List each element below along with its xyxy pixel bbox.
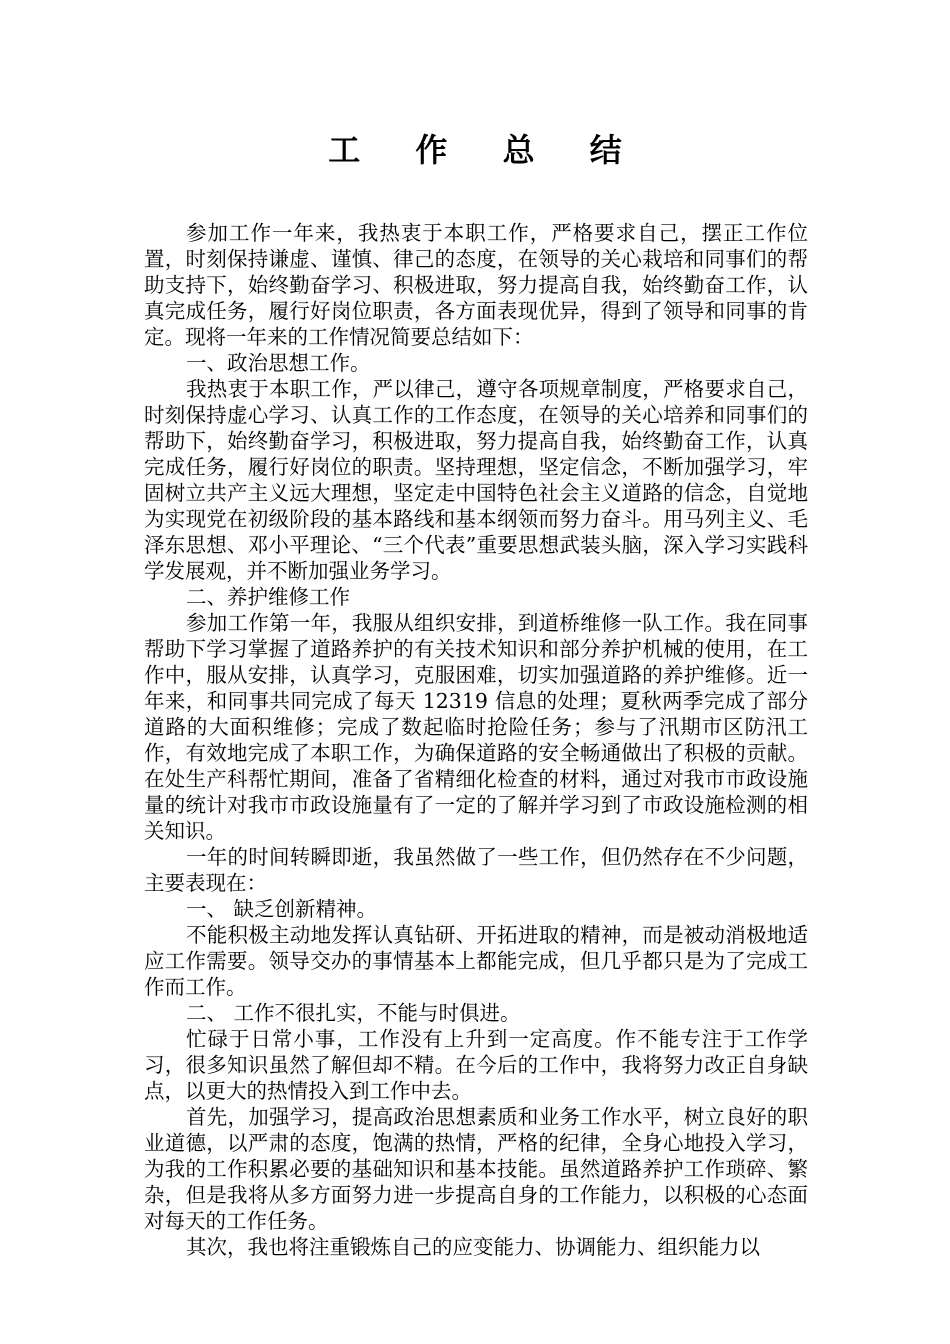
paragraph-not-solid: 忙碌于日常小事，工作没有上升到一定高度。作不能专注于工作学习，很多知识虽然了解但却不精。在今后的工作中，我将努力改正自身缺点，以更大的热情投入到工作中去。 [144,1027,808,1103]
heading-maintenance-work: 二、养护维修工作 [186,585,350,609]
heading-political-work: 一、政治思想工作。 [186,351,371,375]
paragraph-maintenance-work: 参加工作第一年，我服从组织安排，到道桥维修一队工作。我在同事帮助下学习掌握了道路养护的有关技术知识和部分养护机械的使用，在工作中，服从安排，认真学习，克服困难，切实加强道路的养护维修。近一年来，和同事共同完成了每天 12319 信息的处理；夏秋两季完成了部分道路的大面积维修；完成了数起临时抢险任务；参与了汛期市区防汛工作，有效地完成了本职工作，为确保道路的安全畅通做出了积极的贡献。在处生产科帮忙期间，准备了省精细化检查的材料，通过对我市市政设施量的统计对我市市政设施量有了一定的了解并学习到了市政设施检测的相关知识。 [144,611,808,843]
paragraph-political-work: 我热衷于本职工作，严以律己，遵守各项规章制度，严格要求自己，时刻保持虚心学习、认真工作的工作态度，在领导的关心培养和同事们的帮助下，始终勤奋学习，积极进取，努力提高自我，始终勤奋工作，认真完成任务，履行好岗位的职责。坚持理想，坚定信念，不断加强学习，牢固树立共产主义远大理想，坚定走中国特色社会主义道路的信念，自觉地为实现党在初级阶段的基本路线和基本纲领而努力奋斗。用马列主义、毛泽东思想、邓小平理论、“三个代表”重要思想武装头脑，深入学习实践科学发展观，并不断加强业务学习。 [144,377,808,583]
paragraph-second-plan: 其次，我也将注重锻炼自己的应变能力、协调能力、组织能力以 [186,1235,760,1259]
paragraph-problems-intro: 一年的时间转瞬即逝，我虽然做了一些工作，但仍然存在不少问题，主要表现在： [144,845,808,895]
document-title: 工 作 总 结 [328,131,644,169]
paragraph-intro: 参加工作一年来，我热衷于本职工作，严格要求自己，摆正工作位置，时刻保持谦虚、谨慎、律己的态度，在领导的关心栽培和同事们的帮助支持下，始终勤奋学习、积极进取，努力提高自我，始终勤奋工作，认真完成任务，履行好岗位职责，各方面表现优异，得到了领导和同事的肯定。现将一年来的工作情况简要总结如下： [144,221,808,349]
paragraph-first-plan: 首先，加强学习，提高政治思想素质和业务工作水平，树立良好的职业道德，以严肃的态度，饱满的热情，严格的纪律，全身心地投入学习，为我的工作积累必要的基础知识和基本技能。虽然道路养护工作琐碎、繁杂，但是我将从多方面努力进一步提高自身的工作能力，以积极的心态面对每天的工作任务。 [144,1105,808,1233]
heading-lack-innovation: 一、 缺乏创新精神。 [186,897,378,921]
document-body [144,220,808,1260]
paragraph-lack-innovation: 不能积极主动地发挥认真钻研、开拓进取的精神，而是被动消极地适应工作需要。领导交办的事情基本上都能完成，但几乎都只是为了完成工作而工作。 [144,923,808,999]
heading-not-solid: 二、 工作不很扎实，不能与时俱进。 [186,1001,521,1025]
